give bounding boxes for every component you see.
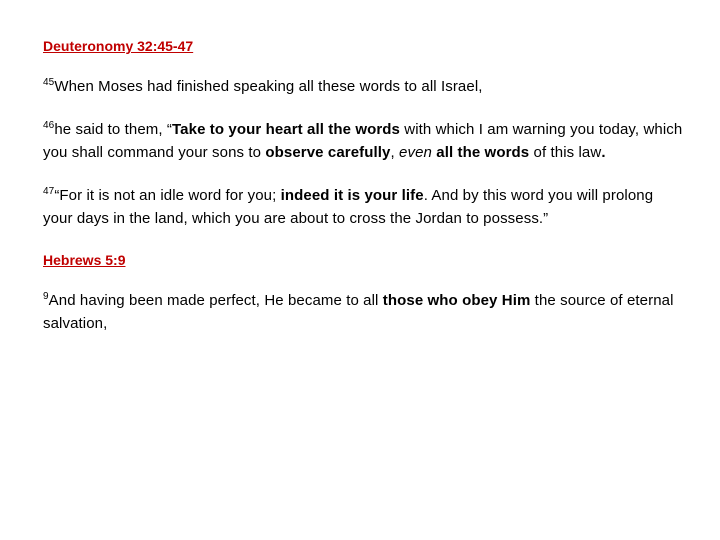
verse-text: When Moses had finished speaking all these words to all Israel, — [54, 78, 483, 95]
verse-text: the source of eternal salvation, — [43, 292, 674, 332]
emphasis-text: . — [601, 144, 606, 161]
verse-text: he said to them, “ — [54, 121, 173, 138]
emphasis-text: those who obey Him — [382, 292, 531, 309]
verse-number: 46 — [43, 120, 55, 131]
reference-hebrews[interactable]: Hebrews 5:9 — [43, 252, 126, 268]
verse-9 — [43, 289, 683, 335]
verse-number: 9 — [43, 291, 49, 302]
verse-text: of this law — [529, 144, 602, 161]
verse-text: And having been made perfect, He became to all — [48, 292, 383, 309]
reference-deuteronomy[interactable]: Deuteronomy 32:45-47 — [43, 38, 194, 54]
scripture-slide — [43, 36, 683, 335]
verse-number: 47 — [43, 186, 55, 197]
emphasis-text: indeed it is your life — [280, 187, 424, 204]
verse-45 — [43, 75, 683, 98]
verse-text: with which I am warning you today, which you shall command your sons to — [43, 121, 683, 161]
emphasis-text: observe carefully — [265, 144, 391, 161]
passage-reference — [43, 36, 683, 56]
verse-46 — [43, 118, 683, 164]
verse-text: . And by this word you will prolong your days in the land, which you are about to cross the Jordan to possess.” — [43, 187, 654, 227]
emphasis-text: all the words — [436, 144, 530, 161]
verse-text: , — [390, 144, 400, 161]
verse-number: 45 — [43, 77, 55, 88]
italic-text: even — [399, 144, 432, 161]
passage-reference — [43, 250, 683, 270]
verse-47 — [43, 184, 683, 230]
verse-text: “For it is not an idle word for you; — [54, 187, 281, 204]
emphasis-text: Take to your heart all the words — [172, 121, 401, 138]
